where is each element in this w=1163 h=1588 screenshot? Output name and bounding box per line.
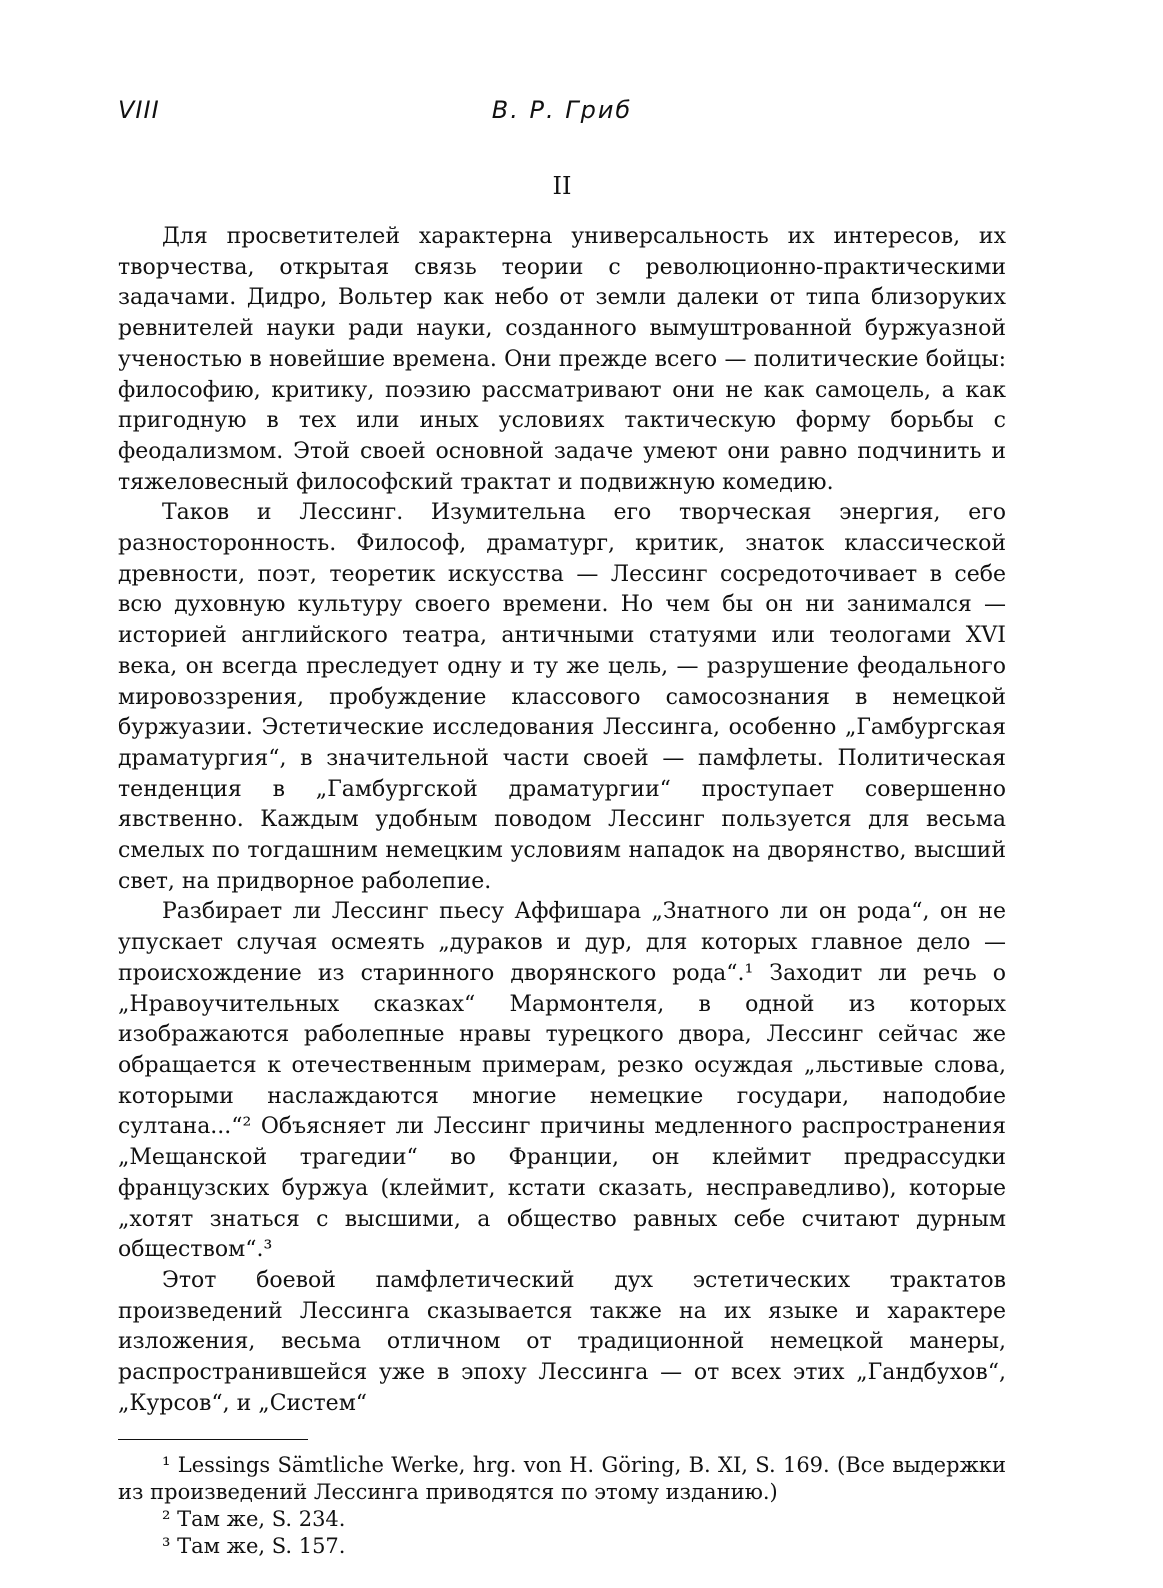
footnote-3: ³ Там же, S. 157.	[162, 1534, 346, 1559]
paragraph-2: Таков и Лессинг. Изумительна его творческая энергия, его разносторонность. Философ, драматург, критик, знаток классической древности, поэт, теоретик искусства — Лессинг сосредоточивает в себе всю духовную культуру своего времени. Но чем бы он ни занимался — историей английского театра, античными статуями или теологами XVI века, он всегда преследует одну и ту же цель, — разрушение феодального мировоззрения, пробуждение классового самосознания в немецкой буржуазии. Эстетические исследования Лессинга, особенно „Гамбургская драматургия“, в значительной части своей — памфлеты. Политическая тенденция в „Гамбургской драматургии“ проступает совершенно явственно. Каждым удобным поводом Лессинг пользуется для весьма смелых по тогдашним немецким условиям нападок на дворянство, высший свет, на придворное раболепие.	[118, 500, 1006, 894]
running-title: В. Р. Гриб	[491, 96, 633, 124]
body-text	[118, 222, 1006, 1419]
running-head	[118, 88, 1006, 128]
section-number: II	[552, 172, 572, 200]
footnotes	[118, 1452, 1006, 1560]
paragraph-1: Для просветителей характерна универсальность их интересов, их творчества, открытая связь теории с революционно-практическими задачами. Дидро, Вольтер как небо от земли далеки от типа близоруких ревнителей науки ради науки, созданного вымуштрованной буржуазной ученостью в новейшие времена. Они прежде всего — политические бойцы: философию, критику, поэзию рассматривают они не как самоцель, а как пригодную в тех или иных условиях тактическую форму борьбы с феодализмом. Этой своей основной задаче умеют они равно подчинить и тяжеловесный философский трактат и подвижную комедию.	[118, 224, 1006, 495]
paragraph-4: Этот боевой памфлетический дух эстетических трактатов произведений Лессинга сказывается также на их языке и характере изложения, весьма отличном от традиционной немецкой манеры, распространившейся уже в эпоху Лессинга — от всех этих „Гандбухов“, „Курсов“, и „Систем“	[118, 1267, 1006, 1416]
footnote-divider	[118, 1439, 308, 1440]
footnote-1: ¹ Lessings Sämtliche Werke, hrg. von H. Göring, B. XI, S. 169. (Все выдержки из произведений Лессинга приводятся по этому изданию.)	[118, 1453, 1006, 1505]
book-page	[118, 88, 1006, 1560]
footnote-2: ² Там же, S. 234.	[162, 1507, 346, 1532]
page-number: VIII	[118, 96, 160, 124]
paragraph-3: Разбирает ли Лессинг пьесу Аффишара „Знатного ли он рода“, он не упускает случая осмеять „дураков и дур, для которых главное дело — происхождение из старинного дворянского рода“.¹ Заходит ли речь о „Нравоучительных сказках“ Мармонтеля, в одной из которых изображаются раболепные нравы турецкого двора, Лессинг сейчас же обращается к отечественным примерам, резко осуждая „льстивые слова, которыми наслаждаются многие немецкие государи, наподобие султана...“² Объясняет ли Лессинг причины медленного распространения „Мещанской трагедии“ во Франции, он клеймит предрассудки французских буржуа (клеймит, кстати сказать, несправедливо), которые „хотят знаться с высшими, а общество равных себе считают дурным обществом“.³	[118, 899, 1006, 1263]
